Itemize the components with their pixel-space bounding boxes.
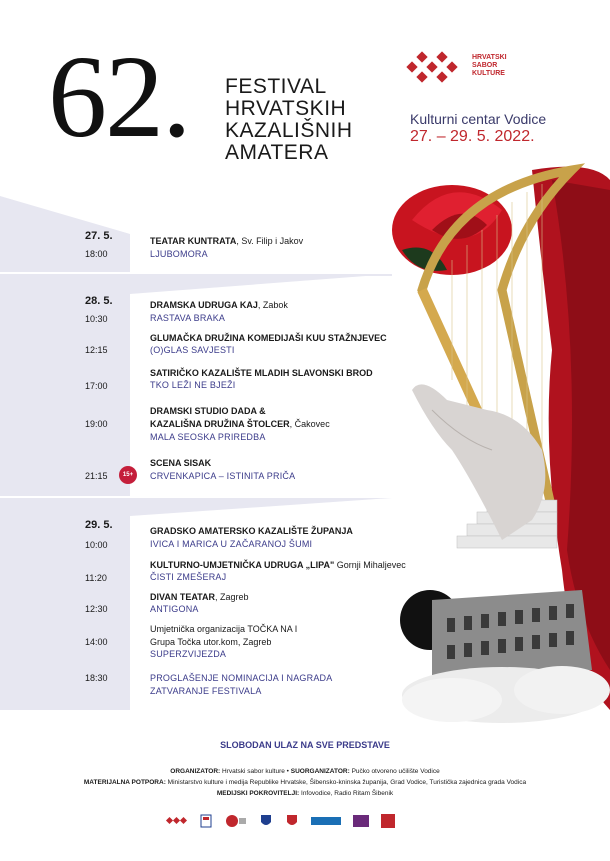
title-line: AMATERA [225,141,329,164]
organizer-label: ORGANIZATOR: [170,768,221,775]
free-entry-notice: SLOBODAN ULAZ NA SVE PREDSTAVE [220,740,390,750]
support-credits [0,779,610,786]
radio-ritam-logo-icon [381,814,395,828]
ensemble-name: KAZALIŠNA DRUŽINA ŠTOLCER [150,419,290,429]
event-ensemble-line2: Grupa Točka utor.kom, Zagreb [150,637,272,647]
event-time: 10:30 [85,314,108,324]
ensemble-location: , Zagreb [215,592,249,602]
ensemble-location: , Čakovec [289,419,330,429]
town-crest-icon [285,814,299,828]
event-time: 19:00 [85,419,108,429]
logo-line: HRVATSKI [472,54,507,61]
media-names: Infovodice, Radio Ritam Šibenik [299,790,394,797]
event-play: MALA SEOSKA PRIREDBA [150,432,266,442]
festival-dates: 27. – 29. 5. 2022. [410,128,535,145]
support-label: MATERIJALNA POTPORA: [83,779,166,786]
title-line: KAZALIŠNIH [225,119,353,142]
event-time: 14:00 [85,637,108,647]
coorganizer-name: Pučko otvoreno učilište Vodice [349,768,440,775]
hsk-logo-icon [406,50,468,84]
ministry-logo-icon [199,814,213,828]
pou-vodice-logo-icon [225,814,247,828]
event-time: 10:00 [85,540,108,550]
venue-name: Kulturni centar Vodice [410,111,547,127]
logo-line: SABOR [472,62,498,69]
festival-edition-number: 62. [48,31,190,162]
support-names: Ministarstvo kulture i medija Republike Hrvatske, Šibensko-kninska županija, Grad Vodice, Turistička zajednica grada Vodica [165,779,527,786]
vodice-tourism-logo-icon [311,814,341,828]
event-time: 17:00 [85,381,108,391]
hsk-logo-text [472,54,507,78]
infovodice-logo-icon [353,814,369,828]
logo-line: KULTURE [472,70,505,77]
organizer-name: Hrvatski sabor kulture • [220,768,291,775]
age-rating-badge: 15+ [119,466,137,484]
festival-closing: ZATVARANJE FESTIVALA [150,686,262,696]
event-play: TKO LEŽI NE BJEŽI [150,380,236,390]
ensemble-name: GLUMAČKA DRUŽINA KOMEDIJAŠI KUU STAŽNJEVEC [150,333,387,343]
ensemble-location: , Zabok [257,300,288,310]
event-ensemble [150,300,288,310]
ensemble-name: KULTURNO-UMJETNIČKA UDRUGA „LIPA" [150,560,335,570]
event-time: 11:20 [85,573,107,583]
ensemble-location: Gornji Mihaljevec [334,560,406,570]
sponsor-logos [165,812,465,830]
event-ensemble [150,592,249,602]
event-play: LJUBOMORA [150,249,208,259]
ensemble-location: , Sv. Filip i Jakov [236,236,304,246]
media-label: MEDIJSKI POKROVITELJI: [216,790,300,797]
closing-ceremony: PROGLAŠENJE NOMINACIJA I NAGRADA [150,673,333,683]
event-ensemble [150,368,373,378]
event-play: ANTIGONA [150,604,199,614]
event-ensemble [150,236,303,246]
event-time: 18:00 [85,249,108,259]
event-time: 12:15 [85,345,108,355]
festival-title [225,76,353,164]
hsk-sponsor-logo-icon [165,814,187,828]
event-ensemble [150,560,406,570]
event-time: 18:30 [85,673,108,683]
day-date: 29. 5. [85,519,113,531]
event-play: IVICA I MARICA U ZAČARANOJ ŠUMI [150,539,313,549]
event-play: CRVENKAPICA – ISTINITA PRIČA [150,471,296,481]
harp-rose-illustration [392,150,610,730]
title-line: HRVATSKIH [225,97,347,120]
ensemble-name: GRADSKO AMATERSKO KAZALIŠTE ŽUPANJA [150,526,353,536]
event-play: RASTAVA BRAKA [150,313,226,323]
event-play: ČISTI ZMEŠERAJ [150,572,227,582]
event-ensemble [150,333,387,343]
ensemble-name: SATIRIČKO KAZALIŠTE MLADIH SLAVONSKI BROD [150,368,373,378]
county-crest-icon [259,814,273,828]
event-play: (O)GLAS SAVJESTI [150,345,235,355]
event-play: SUPERZVIJEZDA [150,649,227,659]
event-ensemble [150,458,211,468]
day-date: 27. 5. [85,230,113,242]
event-ensemble [150,526,353,536]
ensemble-name: SCENA SISAK [150,458,212,468]
organizer-credits [0,768,610,775]
event-ensemble-line2 [150,419,330,429]
event-time: 12:30 [85,604,108,614]
coorganizer-label: SUORGANIZATOR: [290,768,350,775]
event-ensemble: DRAMSKI STUDIO DADA & [150,406,266,416]
event-ensemble: Umjetnička organizacija TOČKA NA I [150,624,298,634]
event-time: 21:15 [85,471,108,481]
ensemble-name: TEATAR KUNTRATA [150,236,237,246]
day-date: 28. 5. [85,295,113,307]
title-line: FESTIVAL [225,75,327,98]
ensemble-name: DRAMSKA UDRUGA KAJ [150,300,258,310]
ensemble-name: DIVAN TEATAR [150,592,215,602]
media-credits [0,790,610,797]
